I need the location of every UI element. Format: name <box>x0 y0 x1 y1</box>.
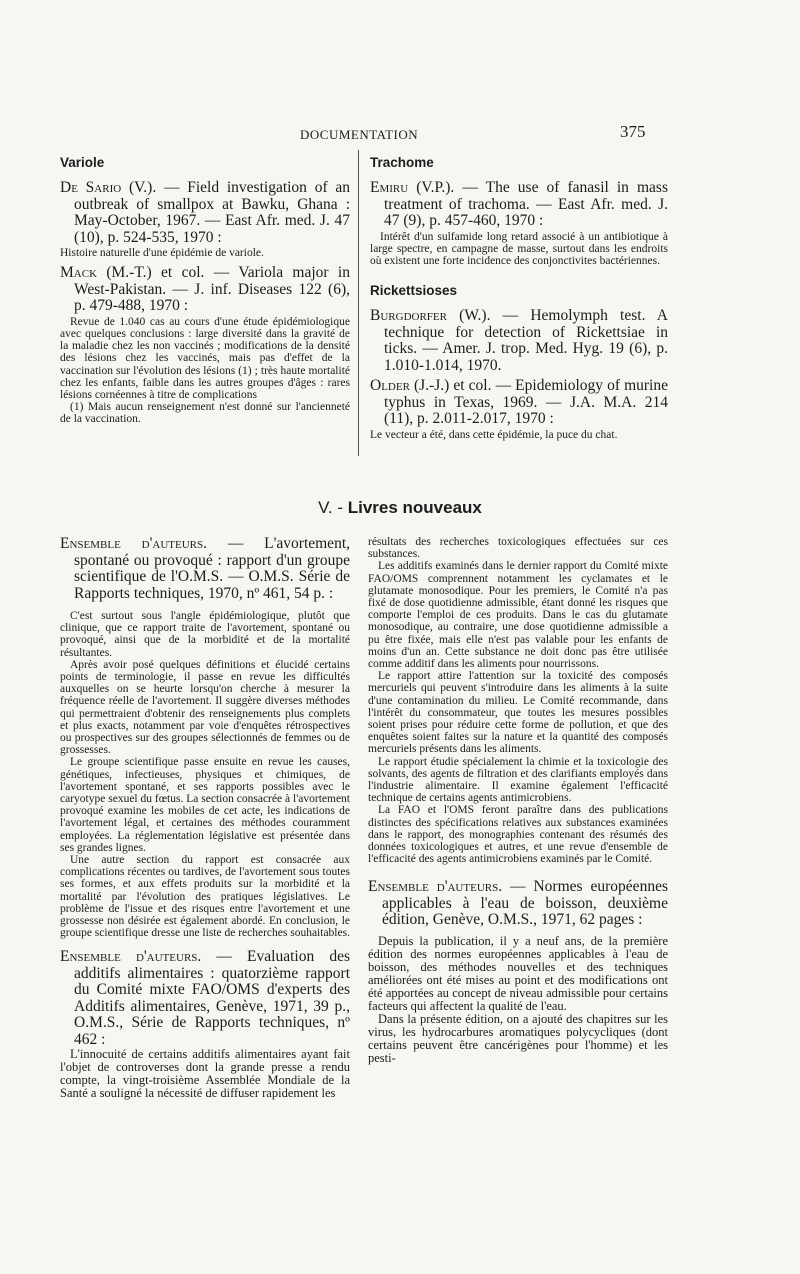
review-paragraph: Les additifs examinés dans le dernier rapport du Comité mixte FAO/OMS comprennent notamment les cyclamates et le glutamate monosodique. Pour les premiers, le Comité n'a pas fixé de dose quotidienne admissible, étant donné les risques que comporte l'emploi de ces produits. Dans le cas du glutamate monosodique, au contraire, une dose quotidienne admissible a pu être fixée, mais elle n'est pas valable pour les enfants de moins d'un an. Cette substance ne doit donc pas être utilisée comme additif dans les aliments pour nourrissons. <box>368 560 668 671</box>
annotation <box>60 247 350 259</box>
review-paragraph: Depuis la publication, il y a neuf ans, de la première édition des normes européennes applicables à l'eau de boisson, des méthodes nouvelles et des techniques améliorées ont été mises au point et des modifications ont été apportées au concept de niveau admissible pour certains facteurs qui affectent la qualité de l'eau. <box>368 933 668 1013</box>
author-name: Ensemble d'auteurs <box>60 948 198 966</box>
author-name: Mack <box>60 264 98 282</box>
citation <box>368 879 668 929</box>
section-title-rickettsioses: Rickettsioses <box>370 283 458 299</box>
book-entry <box>368 879 668 1065</box>
annotation-text: Le vecteur a été, dans cette épidémie, la puce du chat. <box>370 428 618 441</box>
citation-text: . — Normes européennes applicables à l'eau de boisson, deuxième édition, Genève, O.M.S., 1971, 62 pages : <box>382 878 668 929</box>
bibliography-entry <box>370 180 668 267</box>
bibliography-entry <box>370 308 668 374</box>
book-entry <box>60 536 350 939</box>
livres-right-column <box>368 536 668 1069</box>
review-paragraph: Une autre section du rapport est consacrée aux complications récentes ou tardives, de l'avortement sous toutes ses formes, et aux effets produits sur la morbidité et la mortalité par l'évolution des pratiques législatives. Le problème de l'issue et des risques entre l'avortement et une grossesse non désirée est également abordé. En conclusion, le groupe scientifique dresse une liste de recherches souhaitables. <box>60 854 350 940</box>
review-text <box>368 935 668 1065</box>
annotation-text: Histoire naturelle d'une épidémie de variole. <box>60 247 264 259</box>
author-name: Ensemble d'auteurs <box>60 535 204 552</box>
review-paragraph: La FAO et l'OMS feront paraître dans des publications distinctes des spécifications relatives aux substances examinées dans le rapport, des monographies contenant des résumés des données toxicologiques et autres, et une revue d'ensemble de l'efficacité des agents antimicrobiens examinés par le Comité. <box>368 804 668 866</box>
bibliography-entry <box>370 378 668 441</box>
citation <box>60 265 350 315</box>
author-name: Emiru <box>370 179 409 196</box>
footnote: (1) Mais aucun renseignement n'est donné sur l'ancienneté de la vaccination. <box>60 401 350 426</box>
section-title-trachome: Trachome <box>370 155 434 170</box>
citation-text: (V.P.). — The use of fanasil in mass treatment of trachoma. — East Afr. med. J. 47 (9), p. 457-460, 1970 : <box>384 179 668 229</box>
review-paragraph: Dans la présente édition, on a ajouté des chapitres sur les virus, les hydrocarbures aromatiques polycycliques (dont certains peuvent être cancérigènes pour l'homme) et les pesti- <box>368 1011 668 1065</box>
review-text <box>60 1048 350 1100</box>
review-paragraph: L'innocuité de certains additifs alimentaires ayant fait l'objet de controverses dont la grande presse a rendu compte, la vingt-troisième Assemblée Mondiale de la Santé a souligné la nécessité de diffuser rapidement les <box>60 1047 350 1101</box>
review-paragraph: Le groupe scientifique passe ensuite en revue les causes, génétiques, infectieuses, physiques et chimiques, de l'avortement spontané, et ses rapports possibles avec le caryotype sexuel du fœtus. La section consacrée à l'avortement provoqué examine les mobiles de cet acte, les indications de l'avortement légal, et certaines des méthodes couramment employées. La réglementation législative est présentée dans ses grandes lignes. <box>60 756 350 854</box>
page-number: 375 <box>620 122 646 141</box>
review-paragraph: Le rapport attire l'attention sur la toxicité des composés mercuriels qui peuvent s'introduire dans les aliments à la suite d'une contamination du milieu. Le Comité recommande, dans l'intérêt du consommateur, que toutes les mesures possibles soient prises pour réduire cette forme de pollution, et que des enquêtes soient faites sur la nature et la quantité des composés mercuriels présents dans les aliments. <box>368 670 668 756</box>
annotation <box>370 429 668 441</box>
section-heading <box>150 498 650 518</box>
section-variole <box>60 155 350 432</box>
author-name: Burgdorfer <box>370 307 447 325</box>
column-divider <box>358 150 359 456</box>
author-name: Older <box>370 377 410 395</box>
citation-text: (W.). — Hemolymph test. A technique for detection of Rickettsiae in ticks. — Amer. J. trop. Med. Hyg. 19 (6), p. 1.010-1.014, 1970. <box>384 307 668 374</box>
review-paragraph: Le rapport étudie spécialement la chimie et la toxicologie des solvants, des agents de filtration et des clarifiants employés dans l'industrie alimentaire. Il examine également l'efficacité technique de certains agents antimicrobiens. <box>368 755 668 805</box>
citation <box>60 180 350 246</box>
author-name: De Sario <box>60 179 122 196</box>
citation <box>370 308 668 374</box>
citation-text: (J.-J.) et col. — Epidemiology of murine typhus in Texas, 1969. — J.A. M.A. 214 (11), p. 2.011-2.017, 1970 : <box>384 377 668 428</box>
section-number: V. - <box>318 498 348 517</box>
running-title: DOCUMENTATION <box>300 127 419 142</box>
author-name: Ensemble d'auteurs <box>368 878 499 896</box>
book-entry <box>60 949 350 1100</box>
citation <box>60 536 350 602</box>
bibliography-entry <box>60 265 350 425</box>
annotation <box>60 316 350 426</box>
citation <box>370 378 668 428</box>
annotation-text: Revue de 1.040 cas au cours d'une étude épidémiologique avec quelques conclusions : large diversité dans la gravité de la maladie chez les non vaccinés ; modifications de la densité des lésions chez les vaccinés, mais pas d'effet de la vaccination sur l'évolution des lésions (1) ; très haute mortalité chez les enfants, faible dans les autres groupes d'âges : rares lésions cornéennes à titre de complications <box>60 315 350 401</box>
citation-text: (M.-T.) et col. — Variola major in West-Pakistan. — J. inf. Diseases 122 (6), p. 479-488, 1970 : <box>74 264 350 315</box>
section-title-variole: Variole <box>60 155 105 170</box>
review-paragraph: résultats des recherches toxicologiques effectuées sur ces substances. <box>368 536 668 561</box>
citation-text: . — Evaluation des additifs alimentaires : quatorzième rapport du Comité mixte FAO/OMS d'experts des Additifs alimentaires, Genève, 1971, 39 p., O.M.S., Série de Rapports techniques, nº 462 : <box>74 948 350 1048</box>
citation-text: . — L'avortement, spontané ou provoqué : rapport d'un groupe scientifique de l'O.M.S. — O.M.S. Série de Rapports techniques, 1970, nº 461, 54 p. : <box>74 535 350 602</box>
review-paragraph: C'est surtout sous l'angle épidémiologique, plutôt que clinique, que ce rapport traite de l'avortement, spontané ou provoqué, ainsi que de la morbidité et de la mortalité résultantes. <box>60 610 350 659</box>
citation <box>370 180 668 230</box>
citation <box>60 949 350 1048</box>
review-text-continued <box>368 536 668 865</box>
review-paragraph: Après avoir posé quelques définitions et élucidé certains points de terminologie, il passe en revue les difficultés auxquelles on se heurte lorsqu'on cherche à mesurer la fréquence réelle de l'avortement. Il suggère diverses méthodes qui permettraient d'obtenir des renseignements plus complets et plus exacts, notamment par voie d'enquêtes rétrospectives ou prospectives sur des groupes sélectionnés de femmes ou de grossesses. <box>60 658 350 757</box>
section-title: Livres nouveaux <box>347 498 482 517</box>
annotation <box>370 231 668 268</box>
bibliography-entry <box>60 180 350 259</box>
livres-left-column <box>60 536 350 1104</box>
citation-text: (V.). — Field investigation of an outbreak of smallpox at Bawku, Ghana : May-October, 1967. — East Afr. med. J. 47 (10), p. 524-535, 1970 : <box>74 179 351 246</box>
review-text <box>60 610 350 939</box>
section-trachome-rickettsioses <box>370 155 668 447</box>
annotation-text: Intérêt d'un sulfamide long retard associé à un antibiotique à large spectre, en campagne de masse, surtout dans les endroits où existent une forte incidence des conjonctivites bactériennes. <box>370 230 668 267</box>
